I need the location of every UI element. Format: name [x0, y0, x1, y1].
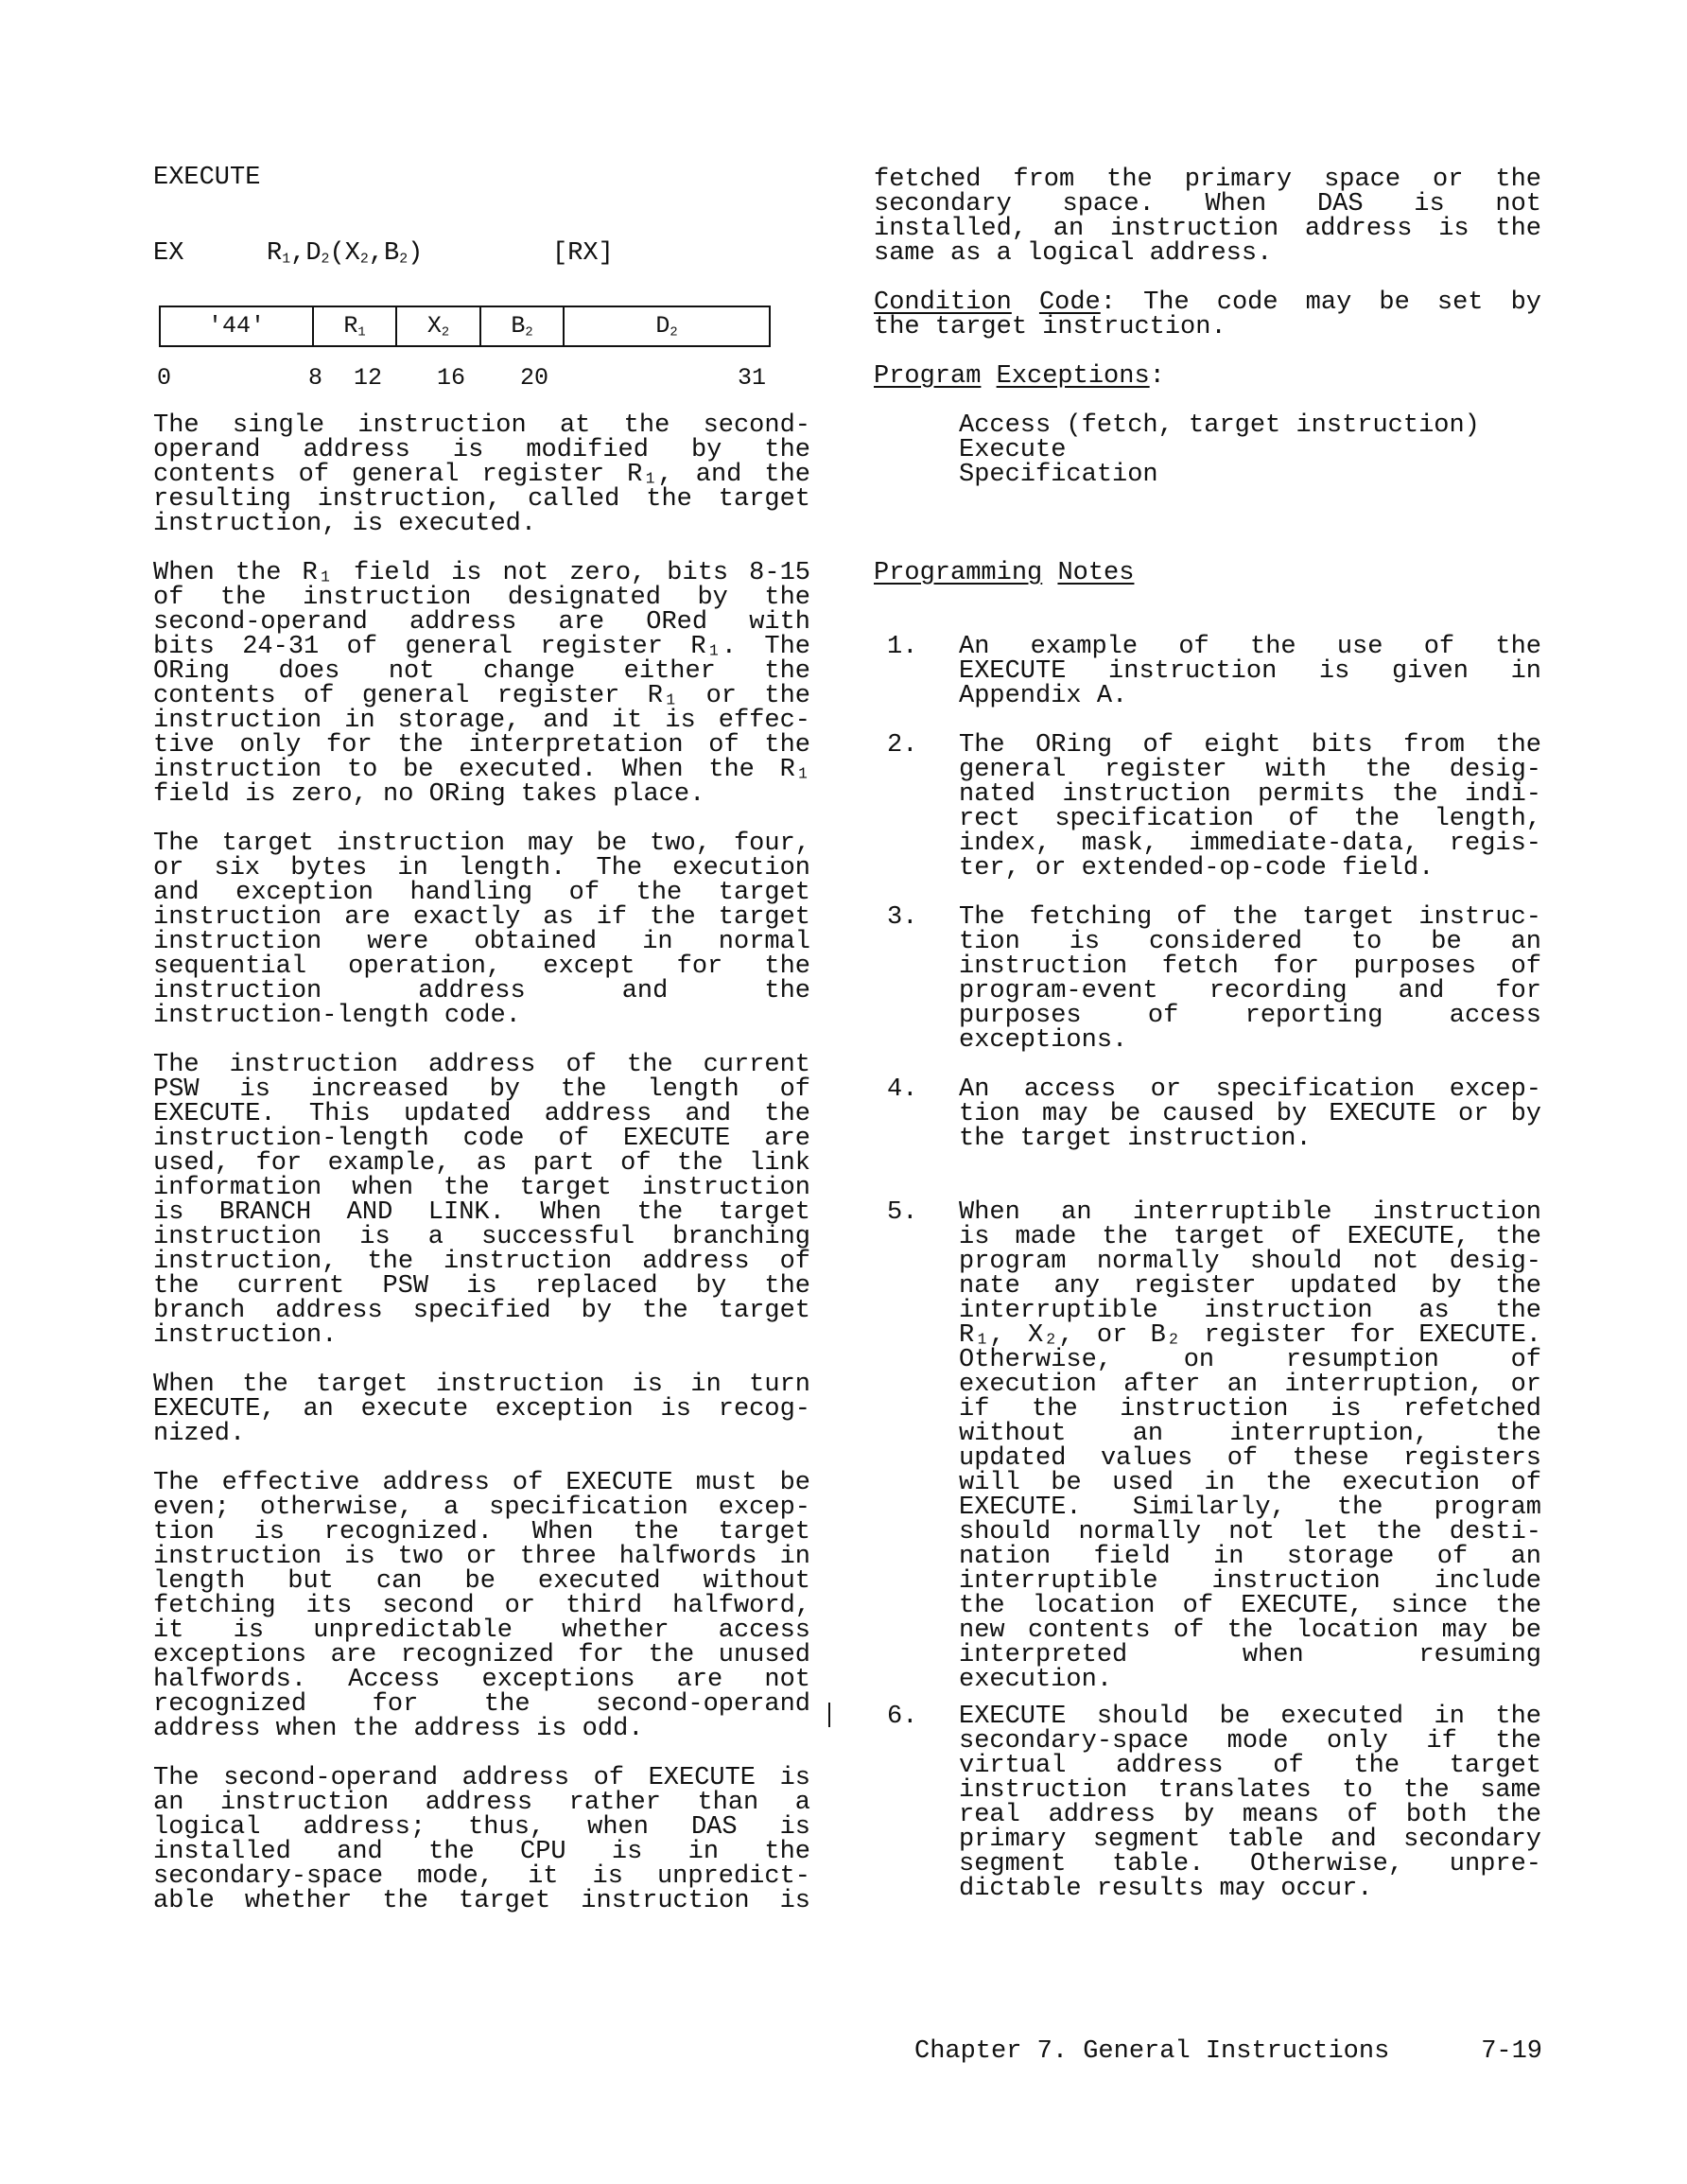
operand-text: ): [408, 239, 424, 268]
text-line: segment table. Otherwise, unpre-: [959, 1850, 1541, 1878]
field-subscript: 2: [441, 325, 450, 341]
note-body: [959, 733, 1541, 881]
instruction-title: EXECUTE: [153, 164, 261, 192]
condition-code-section: [874, 290, 1541, 340]
text-line: R₁, X₂, or B₂ register for EXECUTE.: [959, 1321, 1541, 1350]
text-line: instruction, the instruction address of: [153, 1248, 810, 1276]
field-subscript: 2: [670, 325, 678, 341]
heading-colon: :: [1100, 288, 1116, 317]
text-line: interruptible instruction as the: [959, 1297, 1541, 1325]
note-body: [959, 1704, 1541, 1901]
text-line: The target instruction may be two, four,: [153, 830, 810, 858]
text-line: is made the target of EXECUTE, the: [959, 1223, 1541, 1251]
text-line: rect specification of the length,: [959, 805, 1541, 833]
text-line: Appendix A.: [959, 682, 1128, 710]
text-line: program normally should not desig-: [959, 1248, 1541, 1276]
paragraph: [153, 1766, 810, 1913]
text-line: dictable results may occur.: [959, 1875, 1373, 1903]
text-line: EXECUTE. Similarly, the program: [959, 1494, 1541, 1522]
operand-subscript: 2: [359, 252, 369, 268]
text-line: tion may be caused by EXECUTE or by: [959, 1100, 1541, 1128]
bit-position-label: 16: [437, 364, 466, 392]
note-body: [959, 635, 1541, 708]
exception-item: Specification: [959, 461, 1158, 489]
text-line: instruction in storage, and it is effec-: [153, 707, 810, 735]
note-number: 5.: [887, 1198, 918, 1227]
text-line: of the instruction designated by the: [153, 584, 810, 612]
text-line: virtual address of the target: [959, 1752, 1541, 1780]
text-line: When the target instruction is in turn: [153, 1371, 810, 1399]
text-line: branch address specified by the target: [153, 1297, 810, 1325]
text-line: able whether the target instruction is: [153, 1887, 810, 1915]
text-line: contents of general register R₁ or the: [153, 682, 810, 710]
text-line: When the R₁ field is not zero, bits 8-15: [153, 559, 810, 587]
text-line: instruction fetch for purposes of: [959, 952, 1541, 981]
operand-subscript: 2: [399, 252, 409, 268]
text-line: bits 24-31 of general register R₁. The: [153, 633, 810, 661]
text-line: fetched from the primary space or the: [874, 166, 1541, 194]
page-number: 7-19: [1481, 2037, 1542, 2066]
exception-item: Execute: [959, 436, 1067, 464]
text-line: tion is considered to be an: [959, 928, 1541, 956]
text-line: nized.: [153, 1420, 246, 1448]
text-line: secondary-space mode, it is unpredict-: [153, 1862, 810, 1891]
operand-text: ,B: [368, 239, 400, 268]
section-heading: Notes: [1057, 559, 1135, 587]
field-label: D: [655, 312, 670, 340]
condition-code-text: The code may be set by: [1143, 288, 1542, 317]
paragraph: [153, 831, 810, 1028]
text-line: EXECUTE. This updated address and the: [153, 1100, 810, 1128]
field-label: '44': [207, 312, 265, 340]
text-line: instruction-length code.: [153, 1002, 521, 1030]
paragraph: [153, 1471, 810, 1741]
text-line: information when the target instruction: [153, 1174, 810, 1202]
field-label: X: [426, 312, 442, 340]
text-line: instruction-length code of EXECUTE are: [153, 1125, 810, 1153]
text-line: primary segment table and secondary: [959, 1826, 1541, 1854]
text-line: the location of EXECUTE, since the: [959, 1592, 1541, 1620]
paragraph: [153, 561, 810, 807]
bit-position-label: 8: [308, 364, 323, 392]
revision-change-bar: [828, 1703, 830, 1727]
text-line: purposes of reporting access: [959, 1002, 1541, 1030]
text-line: fetching its second or third halfword,: [153, 1592, 810, 1620]
text-line: an instruction address rather than a: [153, 1789, 810, 1817]
text-line: address when the address is odd.: [153, 1715, 644, 1743]
text-line: The effective address of EXECUTE must be: [153, 1469, 810, 1497]
section-heading: Program: [874, 362, 982, 391]
text-line: secondary-space mode only if the: [959, 1727, 1541, 1756]
text-line: interpreted when resuming: [959, 1641, 1541, 1669]
text-line: instruction address and the: [153, 977, 810, 1005]
text-line: instruction is two or three halfwords in: [153, 1543, 810, 1571]
text-line: contents of general register R₁, and the: [153, 461, 810, 489]
format-type: [RX]: [552, 239, 614, 268]
text-line: same as a logical address.: [874, 239, 1273, 268]
text-line: ORing does not change either the: [153, 657, 810, 686]
note-number: 2.: [887, 731, 918, 760]
chapter-title: Chapter 7. General Instructions: [914, 2037, 1390, 2066]
text-line: The single instruction at the second-: [153, 411, 810, 440]
text-line: execution after an interruption, or: [959, 1371, 1541, 1399]
operand-text: R: [267, 239, 283, 268]
text-line: nated instruction permits the indi-: [959, 780, 1541, 809]
text-line: instruction, is executed.: [153, 510, 537, 538]
text-line: general register with the desig-: [959, 756, 1541, 784]
text-line: An access or specification excep-: [959, 1075, 1541, 1104]
note-number: 3.: [887, 903, 918, 932]
text-line: updated values of these registers: [959, 1444, 1541, 1473]
condition-code-text: the target instruction.: [874, 313, 1226, 341]
text-line: secondary space. When DAS is not: [874, 190, 1541, 218]
text-line: EXECUTE, an execute exception is recog-: [153, 1395, 810, 1424]
bit-position-label: 31: [738, 364, 767, 392]
text-line: instruction is a successful branching: [153, 1223, 810, 1251]
text-line: new contents of the location may be: [959, 1616, 1541, 1645]
text-line: installed and the CPU is in the: [153, 1838, 810, 1866]
text-line: instruction were obtained in normal: [153, 928, 810, 956]
operand-text: ,D: [290, 239, 322, 268]
text-line: instruction.: [153, 1321, 338, 1350]
field-label: R: [343, 312, 358, 340]
text-line: even; otherwise, a specification excep-: [153, 1494, 810, 1522]
mnemonic: EX: [153, 239, 184, 268]
heading-colon: :: [1149, 362, 1165, 391]
text-line: When an interruptible instruction: [959, 1198, 1541, 1227]
note-body: [959, 1077, 1541, 1151]
operand-subscript: 1: [282, 252, 291, 268]
operand-text: (X: [329, 239, 360, 268]
program-exceptions-heading: [874, 364, 1165, 389]
text-line: field is zero, no ORing takes place.: [153, 780, 705, 809]
text-line: instruction translates to the same: [959, 1776, 1541, 1805]
right-column: [874, 0, 1541, 1986]
text-line: operand address is modified by the: [153, 436, 810, 464]
section-heading: Programming: [874, 559, 1043, 587]
text-line: EXECUTE instruction is given in: [959, 657, 1541, 686]
text-line: The second-operand address of EXECUTE is: [153, 1764, 810, 1792]
field-label: B: [511, 312, 526, 340]
text-line: the current PSW is replaced by the: [153, 1272, 810, 1301]
text-line: execution.: [959, 1666, 1113, 1694]
text-line: tive only for the interpretation of the: [153, 731, 810, 760]
text-line: index, mask, immediate-data, regis-: [959, 830, 1541, 858]
note-number: 4.: [887, 1075, 918, 1104]
text-line: and exception handling of the target: [153, 879, 810, 907]
text-line: program-event recording and for: [959, 977, 1541, 1005]
text-line: instruction to be executed. When the R₁: [153, 756, 810, 784]
text-line: length but can be executed without: [153, 1567, 810, 1596]
operand-subscript: 2: [321, 252, 330, 268]
text-line: installed, an instruction address is the: [874, 215, 1541, 243]
section-heading: Code: [1038, 288, 1101, 317]
program-exceptions-list: [959, 413, 1480, 487]
text-line: Otherwise, on resumption of: [959, 1346, 1541, 1374]
text-line: recognized for the second-operand: [153, 1690, 810, 1719]
section-heading: Exceptions: [996, 362, 1150, 391]
text-line: used, for example, as part of the link: [153, 1149, 810, 1178]
note-number: 6.: [887, 1703, 918, 1731]
bit-position-label: 20: [520, 364, 549, 392]
left-column: [153, 0, 810, 1986]
text-line: will be used in the execution of: [959, 1469, 1541, 1497]
text-line: The ORing of eight bits from the: [959, 731, 1541, 760]
text-line: halfwords. Access exceptions are not: [153, 1666, 810, 1694]
text-line: exceptions are recognized for the unused: [153, 1641, 810, 1669]
paragraph: [153, 413, 810, 536]
paragraph: [153, 1372, 810, 1446]
text-line: resulting instruction, called the target: [153, 485, 810, 514]
text-line: if the instruction is refetched: [959, 1395, 1541, 1424]
field-subscript: 2: [525, 325, 533, 341]
section-heading: Condition: [874, 288, 1012, 317]
condition-code-line: [874, 290, 1541, 315]
text-line: is BRANCH AND LINK. When the target: [153, 1198, 810, 1227]
text-line: exceptions.: [959, 1026, 1128, 1055]
text-line: second-operand address are ORed with: [153, 608, 810, 637]
text-line: PSW is increased by the length of: [153, 1075, 810, 1104]
text-line: The fetching of the target instruc-: [959, 903, 1541, 932]
exception-item: Access (fetch, target instruction): [959, 411, 1480, 440]
field-subscript: 1: [357, 325, 366, 341]
text-line: EXECUTE should be executed in the: [959, 1703, 1541, 1731]
programming-notes-heading: [874, 561, 1134, 585]
text-line: interruptible instruction include: [959, 1567, 1541, 1596]
text-line: should normally not let the desti-: [959, 1518, 1541, 1546]
text-line: nate any register updated by the: [959, 1272, 1541, 1301]
text-line: without an interruption, the: [959, 1420, 1541, 1448]
text-line: it is unpredictable whether access: [153, 1616, 810, 1645]
text-line: The instruction address of the current: [153, 1051, 810, 1079]
text-line: nation field in storage of an: [959, 1543, 1541, 1571]
text-line: the target instruction.: [959, 1125, 1312, 1153]
text-line: real address by means of both the: [959, 1801, 1541, 1829]
note-body: [959, 905, 1541, 1053]
bit-position-label: 12: [354, 364, 383, 392]
text-line: instruction are exactly as if the target: [153, 903, 810, 932]
note-body: [959, 1200, 1541, 1692]
text-line: sequential operation, except for the: [153, 952, 810, 981]
text-line: tion is recognized. When the target: [153, 1518, 810, 1546]
text-line: An example of the use of the: [959, 633, 1541, 661]
paragraph: [153, 1053, 810, 1348]
text-line: or six bytes in length. The execution: [153, 854, 810, 882]
paragraph: [874, 167, 1541, 266]
note-number: 1.: [887, 633, 918, 661]
bit-position-label: 0: [157, 364, 172, 392]
text-line: ter, or extended-op-code field.: [959, 854, 1435, 882]
text-line: logical address; thus, when DAS is: [153, 1813, 810, 1842]
